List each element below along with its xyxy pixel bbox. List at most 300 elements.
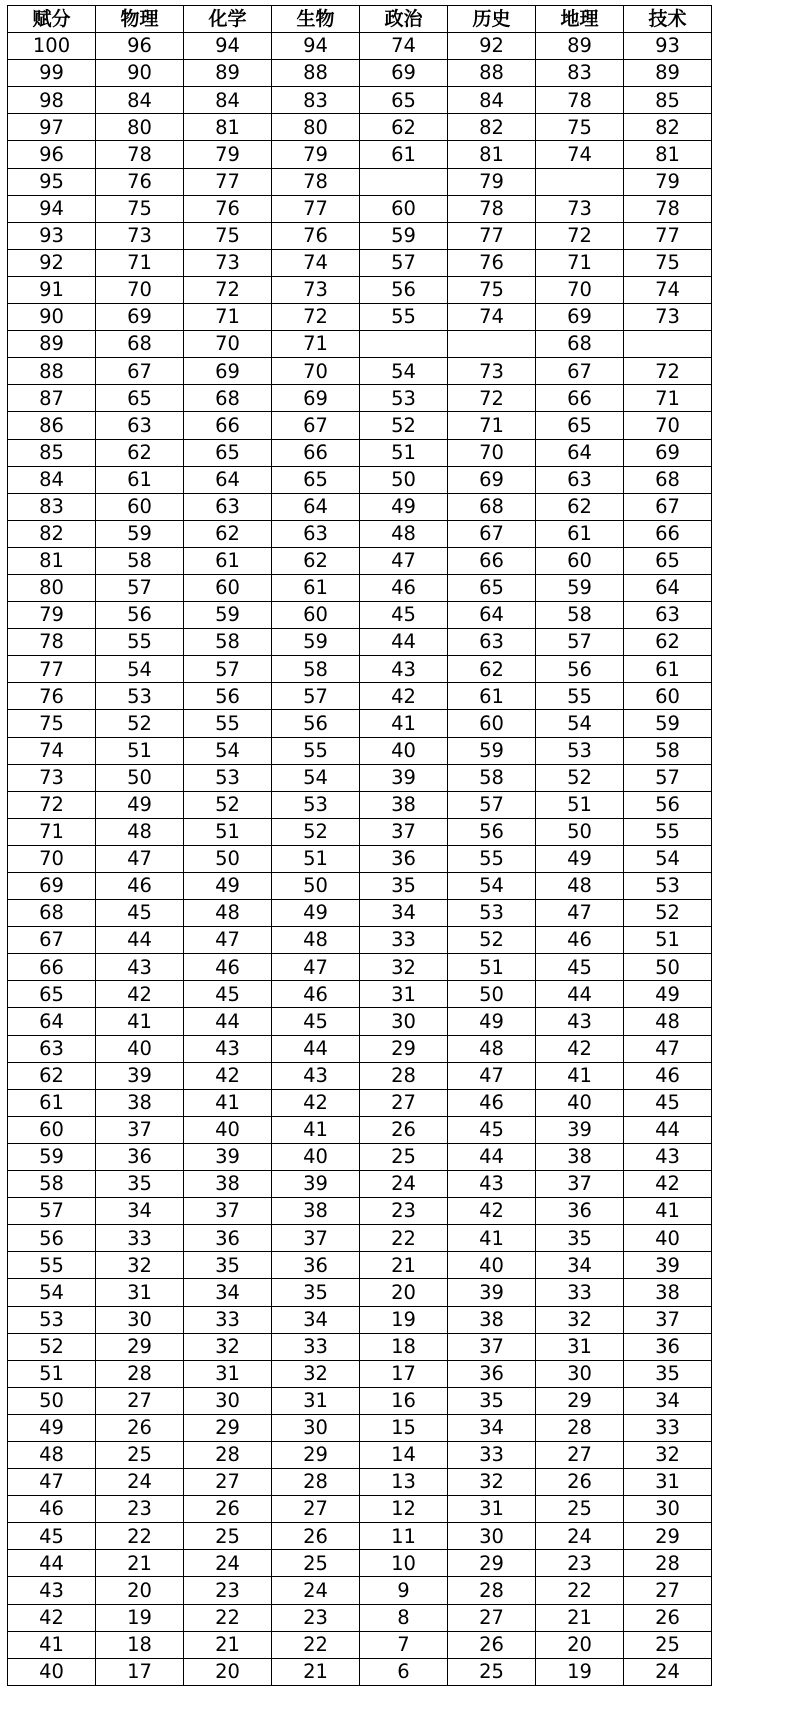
table-cell: 69 [536, 304, 624, 331]
table-cell: 30 [448, 1523, 536, 1550]
table-row [8, 439, 712, 466]
table-row [8, 629, 712, 656]
table-cell: 75 [624, 249, 712, 276]
header-chemistry: 化学 [184, 6, 272, 33]
table-cell: 36 [272, 1252, 360, 1279]
table-cell: 59 [272, 629, 360, 656]
table-cell: 67 [96, 358, 184, 385]
table-cell: 65 [536, 412, 624, 439]
table-cell: 42 [536, 1035, 624, 1062]
table-cell: 33 [360, 927, 448, 954]
table-cell: 27 [184, 1469, 272, 1496]
table-cell: 27 [96, 1387, 184, 1414]
table-cell: 61 [272, 574, 360, 601]
header-technology: 技术 [624, 6, 712, 33]
table-cell: 34 [184, 1279, 272, 1306]
table-cell: 55 [360, 304, 448, 331]
table-cell: 32 [96, 1252, 184, 1279]
table-cell: 25 [536, 1496, 624, 1523]
table-row [8, 195, 712, 222]
table-row [8, 710, 712, 737]
table-cell: 32 [536, 1306, 624, 1333]
table-cell: 17 [96, 1658, 184, 1685]
table-cell: 84 [96, 87, 184, 114]
table-row [8, 1333, 712, 1360]
table-cell: 69 [624, 439, 712, 466]
table-cell: 56 [272, 710, 360, 737]
table-cell: 60 [624, 683, 712, 710]
table-cell: 21 [360, 1252, 448, 1279]
table-cell: 62 [272, 547, 360, 574]
table-cell: 17 [360, 1360, 448, 1387]
table-cell: 31 [272, 1387, 360, 1414]
table-cell: 60 [184, 574, 272, 601]
table-cell: 81 [8, 547, 96, 574]
table-cell: 60 [96, 493, 184, 520]
table-cell: 25 [624, 1631, 712, 1658]
table-row [8, 954, 712, 981]
table-cell: 76 [8, 683, 96, 710]
table-cell: 81 [624, 141, 712, 168]
table-cell: 24 [272, 1577, 360, 1604]
table-cell: 29 [272, 1441, 360, 1468]
table-cell: 27 [536, 1441, 624, 1468]
table-row [8, 1035, 712, 1062]
table-cell: 29 [624, 1523, 712, 1550]
table-cell: 89 [8, 331, 96, 358]
table-cell: 30 [360, 1008, 448, 1035]
table-row [8, 331, 712, 358]
table-cell: 75 [536, 114, 624, 141]
table-cell: 74 [272, 249, 360, 276]
table-row [8, 1008, 712, 1035]
table-row [8, 1089, 712, 1116]
table-cell: 34 [624, 1387, 712, 1414]
table-cell: 42 [96, 981, 184, 1008]
table-cell: 53 [536, 737, 624, 764]
table-cell: 11 [360, 1523, 448, 1550]
table-cell: 78 [272, 168, 360, 195]
table-cell: 48 [184, 900, 272, 927]
table-cell: 98 [8, 87, 96, 114]
table-cell: 25 [448, 1658, 536, 1685]
table-cell: 63 [536, 466, 624, 493]
table-cell: 59 [184, 602, 272, 629]
table-cell: 32 [184, 1333, 272, 1360]
table-cell: 67 [8, 927, 96, 954]
table-cell: 40 [8, 1658, 96, 1685]
table-cell: 38 [96, 1089, 184, 1116]
table-row [8, 656, 712, 683]
table-cell: 53 [8, 1306, 96, 1333]
table-row [8, 1523, 712, 1550]
table-row [8, 87, 712, 114]
table-cell: 73 [624, 304, 712, 331]
table-cell: 37 [96, 1116, 184, 1143]
table-cell: 62 [8, 1062, 96, 1089]
table-cell: 65 [8, 981, 96, 1008]
table-cell: 56 [624, 791, 712, 818]
table-cell: 28 [272, 1469, 360, 1496]
table-cell: 20 [96, 1577, 184, 1604]
table-cell: 34 [96, 1198, 184, 1225]
table-cell: 52 [184, 791, 272, 818]
table-cell: 51 [448, 954, 536, 981]
table-cell: 38 [448, 1306, 536, 1333]
table-cell: 31 [96, 1279, 184, 1306]
table-cell: 88 [8, 358, 96, 385]
table-cell: 40 [96, 1035, 184, 1062]
table-cell: 39 [624, 1252, 712, 1279]
table-cell: 24 [536, 1523, 624, 1550]
table-cell: 75 [184, 222, 272, 249]
table-cell: 71 [448, 412, 536, 439]
table-cell: 53 [96, 683, 184, 710]
table-cell: 68 [96, 331, 184, 358]
table-cell: 57 [360, 249, 448, 276]
table-cell: 51 [624, 927, 712, 954]
table-cell: 61 [96, 466, 184, 493]
score-conversion-table [7, 5, 712, 1686]
table-cell: 64 [448, 602, 536, 629]
table-cell: 52 [8, 1333, 96, 1360]
table-cell: 43 [624, 1143, 712, 1170]
table-cell: 27 [624, 1577, 712, 1604]
table-cell: 82 [624, 114, 712, 141]
table-cell: 34 [360, 900, 448, 927]
table-cell: 20 [536, 1631, 624, 1658]
table-cell: 39 [536, 1116, 624, 1143]
table-cell: 58 [8, 1171, 96, 1198]
table-cell: 45 [272, 1008, 360, 1035]
table-row [8, 845, 712, 872]
table-cell: 55 [96, 629, 184, 656]
table-cell: 31 [536, 1333, 624, 1360]
table-cell: 45 [448, 1116, 536, 1143]
table-cell: 80 [8, 574, 96, 601]
table-cell: 57 [8, 1198, 96, 1225]
table-row [8, 574, 712, 601]
table-cell: 49 [8, 1414, 96, 1441]
table-cell: 99 [8, 60, 96, 87]
table-cell: 53 [272, 791, 360, 818]
table-cell: 38 [624, 1279, 712, 1306]
table-cell: 31 [448, 1496, 536, 1523]
table-cell: 23 [536, 1550, 624, 1577]
table-cell: 94 [272, 33, 360, 60]
table-cell: 34 [448, 1414, 536, 1441]
table-cell: 39 [360, 764, 448, 791]
table-cell: 61 [624, 656, 712, 683]
table-cell: 52 [624, 900, 712, 927]
table-cell: 25 [184, 1523, 272, 1550]
table-cell: 30 [184, 1387, 272, 1414]
table-cell: 22 [360, 1225, 448, 1252]
table-cell: 79 [624, 168, 712, 195]
table-cell: 70 [184, 331, 272, 358]
table-cell: 51 [272, 845, 360, 872]
table-cell: 62 [536, 493, 624, 520]
table-cell: 43 [272, 1062, 360, 1089]
table-cell: 31 [360, 981, 448, 1008]
table-cell: 21 [536, 1604, 624, 1631]
table-cell: 68 [184, 385, 272, 412]
table-cell: 66 [536, 385, 624, 412]
table-row [8, 1658, 712, 1685]
table-cell: 32 [360, 954, 448, 981]
table-cell: 54 [8, 1279, 96, 1306]
table-row [8, 466, 712, 493]
table-cell: 60 [272, 602, 360, 629]
table-cell: 44 [96, 927, 184, 954]
table-cell: 66 [624, 520, 712, 547]
table-cell: 32 [624, 1441, 712, 1468]
table-cell: 36 [96, 1143, 184, 1170]
table-cell: 73 [536, 195, 624, 222]
table-row [8, 547, 712, 574]
table-cell: 50 [272, 873, 360, 900]
table-cell: 38 [184, 1171, 272, 1198]
table-cell: 20 [184, 1658, 272, 1685]
table-cell: 65 [360, 87, 448, 114]
table-cell: 63 [448, 629, 536, 656]
table-row [8, 1469, 712, 1496]
table-cell: 30 [96, 1306, 184, 1333]
table-cell: 47 [184, 927, 272, 954]
header-geography: 地理 [536, 6, 624, 33]
table-cell: 58 [448, 764, 536, 791]
table-cell: 74 [624, 276, 712, 303]
table-row [8, 276, 712, 303]
table-cell: 68 [624, 466, 712, 493]
table-row [8, 1171, 712, 1198]
table-cell: 28 [184, 1441, 272, 1468]
table-cell: 61 [448, 683, 536, 710]
table-cell: 29 [184, 1414, 272, 1441]
table-cell: 59 [536, 574, 624, 601]
table-cell: 45 [8, 1523, 96, 1550]
header-biology: 生物 [272, 6, 360, 33]
table-cell: 75 [8, 710, 96, 737]
table-cell: 28 [448, 1577, 536, 1604]
table-row [8, 1387, 712, 1414]
table-cell: 39 [448, 1279, 536, 1306]
table-cell: 65 [96, 385, 184, 412]
table-cell: 89 [536, 33, 624, 60]
table-cell: 40 [448, 1252, 536, 1279]
table-cell: 54 [624, 845, 712, 872]
table-cell: 16 [360, 1387, 448, 1414]
table-cell: 73 [272, 276, 360, 303]
table-cell: 28 [360, 1062, 448, 1089]
table-cell: 46 [272, 981, 360, 1008]
table-row [8, 1306, 712, 1333]
table-cell: 53 [360, 385, 448, 412]
table-row [8, 1279, 712, 1306]
table-cell: 57 [184, 656, 272, 683]
table-cell: 58 [624, 737, 712, 764]
table-cell: 54 [536, 710, 624, 737]
table-cell: 68 [448, 493, 536, 520]
table-cell: 51 [360, 439, 448, 466]
table-cell: 94 [8, 195, 96, 222]
table-cell: 37 [272, 1225, 360, 1252]
table-cell: 54 [360, 358, 448, 385]
table-cell: 76 [448, 249, 536, 276]
table-cell: 90 [96, 60, 184, 87]
table-cell: 26 [184, 1496, 272, 1523]
table-cell: 71 [184, 304, 272, 331]
table-cell: 22 [96, 1523, 184, 1550]
table-cell: 37 [536, 1171, 624, 1198]
table-cell: 23 [184, 1577, 272, 1604]
table-cell: 33 [184, 1306, 272, 1333]
table-cell: 94 [184, 33, 272, 60]
table-cell: 22 [184, 1604, 272, 1631]
table-cell: 37 [624, 1306, 712, 1333]
table-cell: 69 [96, 304, 184, 331]
table-row [8, 358, 712, 385]
table-cell: 39 [184, 1143, 272, 1170]
table-cell: 49 [96, 791, 184, 818]
table-cell: 56 [96, 602, 184, 629]
table-cell: 93 [8, 222, 96, 249]
table-cell: 33 [536, 1279, 624, 1306]
table-cell: 64 [536, 439, 624, 466]
table-cell: 47 [536, 900, 624, 927]
table-cell: 67 [624, 493, 712, 520]
table-cell: 62 [184, 520, 272, 547]
table-cell: 74 [448, 304, 536, 331]
table-cell: 34 [272, 1306, 360, 1333]
table-cell: 58 [184, 629, 272, 656]
table-cell: 28 [624, 1550, 712, 1577]
table-cell: 33 [624, 1414, 712, 1441]
table-cell: 24 [360, 1171, 448, 1198]
header-history: 历史 [448, 6, 536, 33]
table-cell: 23 [272, 1604, 360, 1631]
table-cell: 48 [96, 818, 184, 845]
table-cell: 63 [184, 493, 272, 520]
table-cell: 57 [272, 683, 360, 710]
table-cell: 50 [360, 466, 448, 493]
table-cell: 52 [272, 818, 360, 845]
table-cell: 66 [448, 547, 536, 574]
table-cell: 65 [624, 547, 712, 574]
table-cell: 41 [624, 1198, 712, 1225]
table-cell: 33 [272, 1333, 360, 1360]
table-cell: 63 [96, 412, 184, 439]
table-row [8, 33, 712, 60]
table-cell: 48 [272, 927, 360, 954]
table-cell: 50 [96, 764, 184, 791]
table-cell: 37 [448, 1333, 536, 1360]
table-cell: 54 [96, 656, 184, 683]
table-row [8, 1252, 712, 1279]
table-cell: 25 [360, 1143, 448, 1170]
table-cell: 52 [96, 710, 184, 737]
table-row [8, 304, 712, 331]
table-cell: 40 [272, 1143, 360, 1170]
table-cell: 97 [8, 114, 96, 141]
table-cell: 37 [184, 1198, 272, 1225]
table-cell: 56 [448, 818, 536, 845]
table-cell: 35 [624, 1360, 712, 1387]
table-cell: 53 [448, 900, 536, 927]
table-cell: 88 [448, 60, 536, 87]
table-cell: 92 [448, 33, 536, 60]
table-cell [536, 168, 624, 195]
table-cell: 40 [624, 1225, 712, 1252]
table-cell: 69 [272, 385, 360, 412]
table-row [8, 412, 712, 439]
table-row [8, 602, 712, 629]
table-cell: 55 [272, 737, 360, 764]
table-cell: 13 [360, 1469, 448, 1496]
table-cell: 70 [96, 276, 184, 303]
table-cell: 93 [624, 33, 712, 60]
table-cell: 22 [536, 1577, 624, 1604]
table-cell: 90 [8, 304, 96, 331]
table-cell: 72 [272, 304, 360, 331]
table-cell: 81 [448, 141, 536, 168]
table-body [8, 33, 712, 1686]
table-cell: 19 [360, 1306, 448, 1333]
table-cell: 70 [272, 358, 360, 385]
table-cell: 24 [96, 1469, 184, 1496]
table-cell: 59 [96, 520, 184, 547]
table-cell: 64 [624, 574, 712, 601]
table-cell: 82 [448, 114, 536, 141]
table-cell: 83 [272, 87, 360, 114]
table-row [8, 873, 712, 900]
table-cell: 46 [8, 1496, 96, 1523]
table-cell: 41 [536, 1062, 624, 1089]
table-cell: 46 [360, 574, 448, 601]
table-row [8, 222, 712, 249]
table-cell: 74 [536, 141, 624, 168]
table-cell: 34 [536, 1252, 624, 1279]
table-cell: 29 [360, 1035, 448, 1062]
table-cell: 63 [624, 602, 712, 629]
table-cell: 72 [184, 276, 272, 303]
table-cell: 38 [272, 1198, 360, 1225]
table-cell: 61 [184, 547, 272, 574]
table-cell: 45 [536, 954, 624, 981]
table-cell: 72 [536, 222, 624, 249]
table-row [8, 1198, 712, 1225]
table-cell: 91 [8, 276, 96, 303]
table-cell: 26 [360, 1116, 448, 1143]
table-cell: 40 [184, 1116, 272, 1143]
table-cell: 46 [624, 1062, 712, 1089]
table-cell: 48 [8, 1441, 96, 1468]
table-cell: 62 [96, 439, 184, 466]
table-cell: 35 [96, 1171, 184, 1198]
table-cell: 65 [184, 439, 272, 466]
table-cell: 84 [8, 466, 96, 493]
table-cell: 78 [8, 629, 96, 656]
table-cell: 35 [360, 873, 448, 900]
table-cell: 8 [360, 1604, 448, 1631]
table-cell: 49 [536, 845, 624, 872]
table-cell: 31 [624, 1469, 712, 1496]
table-cell: 70 [536, 276, 624, 303]
table-cell: 79 [272, 141, 360, 168]
table-cell: 51 [184, 818, 272, 845]
table-cell: 71 [96, 249, 184, 276]
table-cell: 32 [272, 1360, 360, 1387]
